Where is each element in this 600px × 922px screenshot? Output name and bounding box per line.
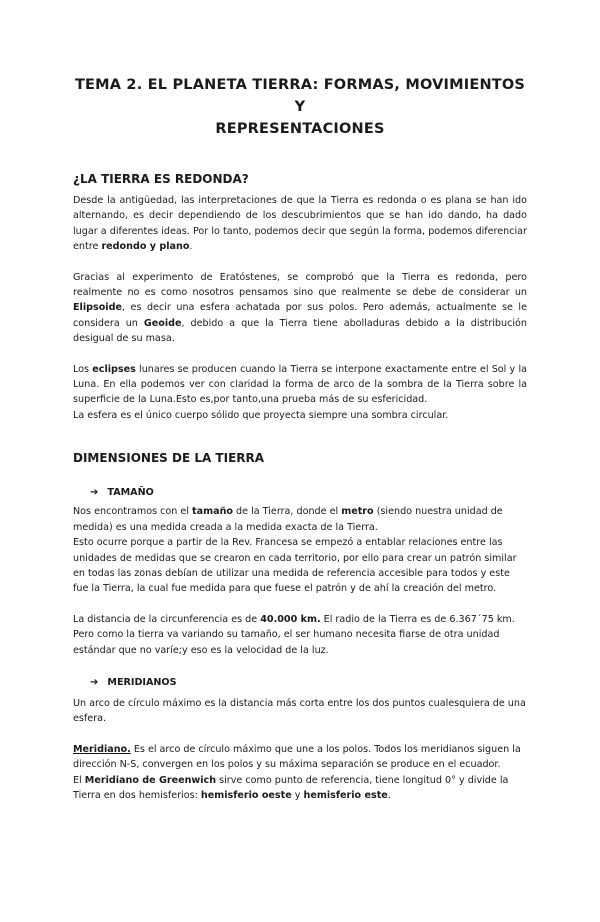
- subheading-meridianos: [90, 676, 527, 690]
- section-heading-dimensiones: DIMENSIONES DE LA TIERRA: [73, 451, 265, 466]
- subheading-label: MERIDIANOS: [107, 676, 177, 688]
- document-title: [73, 74, 527, 140]
- subheading-tamano: [90, 486, 527, 500]
- document-page: [0, 74, 600, 922]
- subheading-label: TAMAÑO: [107, 487, 154, 499]
- paragraph-eclipses: Los eclipses lunares se producen cuando la Tierra se interpone exactamente entre el Sol y la Luna. En ella podemos ver con claridad la forma de arco de la sombra de la Tierra sobre la superficie de la Luna.Esto es,por tanto,una prueba más de su esfericidad.: [73, 363, 528, 406]
- arrow-right-icon: ➔: [90, 676, 99, 688]
- paragraph-arco-circulo: Un arco de círculo máximo es la distancia más corta entre los dos puntos cualesquiera de una esfera.: [73, 697, 526, 725]
- section-heading-redonda: ¿LA TIERRA ES REDONDA?: [73, 172, 249, 186]
- title-line-1: TEMA 2. EL PLANETA TIERRA: FORMAS, MOVIMIENTOS Y: [74, 77, 526, 115]
- paragraph-greenwich: El Meridiano de Greenwich sirve como punto de referencia, tiene longitud 0° y divide la Tierra en dos hemisferios: hemisferio oeste y hemisferio este.: [73, 774, 509, 801]
- paragraph-antiguedad: Desde la antigüedad, las interpretaciones de que la Tierra es redonda o es plana se han ido alternando, es decir dependiendo de los descubrimientos que se han ido dando, ha dado lugar a diferentes ideas. Por lo tanto, podemos decir que según la forma, podemos diferenciar entre redondo y plano.: [73, 195, 527, 253]
- paragraph-meridiano: Meridiano. Es el arco de círculo máximo que une a los polos. Todos los meridianos siguen la dirección N-S, convergen en los polos y su máxima separación se produce en el ecuador.: [73, 743, 521, 771]
- arrow-right-icon: ➔: [90, 487, 99, 499]
- title-line-2: REPRESENTACIONES: [215, 121, 385, 137]
- paragraph-eratostenes: Gracias al experimento de Eratóstenes, se comprobó que la Tierra es redonda, pero realmente no es como nosotros pensamos sino que realmente se debe de considerar un Elipsoide, es decir una esfera achatada por sus polos. Pero además, actualmente se le considera un Geoide, debido a que la Tierra tiene abolladuras debido a la distribución desigual de su masa.: [73, 271, 527, 345]
- paragraph-tamano: Nos encontramos con el tamaño de la Tierra, donde el metro (siendo nuestra unidad de medida) es una medida creada a la medida exacta de la Tierra.: [73, 506, 503, 533]
- paragraph-esfera: La esfera es el único cuerpo sólido que proyecta siempre una sombra circular.: [73, 409, 449, 421]
- paragraph-circunferencia: La distancia de la circunferencia es de 40.000 km. El radio de la Tierra es de 6.367´75 km. Pero como la tierra va variando su tamaño, el ser humano necesita fiarse de otra unidad estándar que no varíe;y eso es la velocidad de la luz.: [73, 613, 515, 656]
- paragraph-rev-francesa: Esto ocurre porque a partir de la Rev. Francesa se empezó a entablar relaciones entre las unidades de medidas que se crearon en cada territorio, por ello para crear un patrón similar en todas las zonas debían de utilizar una medida de referencia accesible para todos y este fue la Tierra, la cual fue medida para que fuese el patrón y de ahí la creación del metro.: [73, 537, 517, 595]
